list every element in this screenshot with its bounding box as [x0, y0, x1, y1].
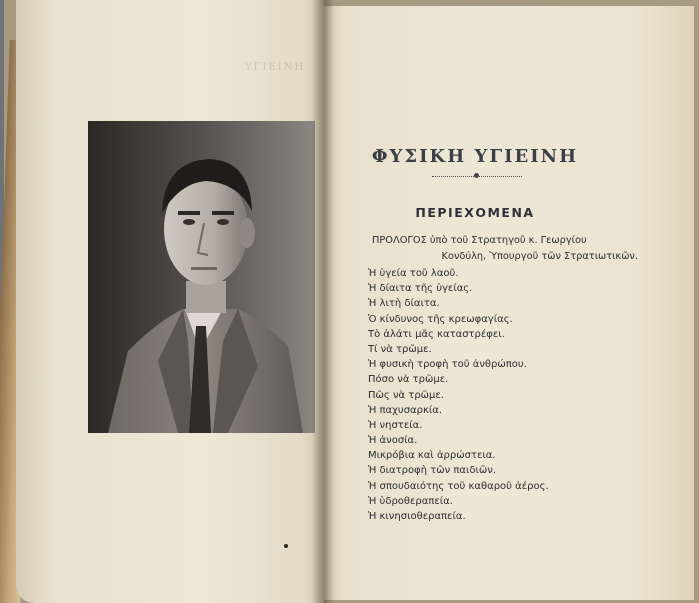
book-gutter [312, 0, 334, 603]
contents-item: Ἡ κινησιοθεραπεία. [368, 511, 466, 522]
book-title: ΦΥΣΙΚΗ ΥΓΙΕΙΝΗ [371, 146, 579, 167]
ink-speck [284, 544, 288, 548]
table-of-contents [368, 266, 549, 524]
contents-item: Ἡ ὑγεία τοῦ λαοῦ. [368, 268, 459, 279]
portrait-image [88, 121, 315, 433]
contents-item: Ἡ δίαιτα τῆς ὑγείας. [368, 283, 473, 295]
contents-item: Ἡ λιτὴ δίαιτα. [368, 298, 440, 310]
bleed-through-text: ΥΓΙΕΙΝΗ [245, 62, 306, 73]
contents-item: Τὸ ἁλάτι μᾶς καταστρέφει. [368, 328, 505, 340]
contents-item: Ἡ παχυσαρκία. [368, 404, 443, 416]
contents-item: Πόσο νὰ τρῶμε. [368, 374, 449, 386]
contents-item: Πῶς νὰ τρῶμε. [368, 389, 444, 401]
contents-item: Ἡ ὑδροθεραπεία. [368, 495, 453, 507]
contents-item: Ἡ διατροφὴ τῶν παιδιῶν. [368, 465, 497, 477]
portrait-photo [88, 121, 315, 433]
contents-item: Ἡ φυσικὴ τροφὴ τοῦ ἀνθρώπου. [368, 359, 527, 371]
contents-heading: ΠΕΡΙΕΧΟΜΕΝΑ [415, 205, 535, 220]
title-rule-ornament [474, 173, 479, 178]
contents-item: Τί νὰ τρῶμε. [368, 343, 432, 355]
contents-item: Μικρόβια καὶ ἀρρώστεια. [368, 450, 496, 462]
contents-item: Ἡ νηστεία. [368, 419, 423, 431]
contents-item: Ἡ σπουδαιότης τοῦ καθαροῦ ἀέρος. [368, 480, 549, 492]
prologue-entry [372, 233, 644, 265]
prologue-line-2: Κονδύλη, Ὑπουργοῦ τῶν Στρατιωτικῶν. [441, 251, 638, 262]
contents-item: Ἡ ἀνοσία. [368, 435, 418, 447]
prologue-line-1: ΠΡΟΛΟΓΟΣ ὑπὸ τοῦ Στρατηγοῦ κ. Γεωργίου [372, 235, 587, 246]
contents-item: Ὁ κίνδυνος τῆς κρεωφαγίας. [368, 313, 513, 325]
